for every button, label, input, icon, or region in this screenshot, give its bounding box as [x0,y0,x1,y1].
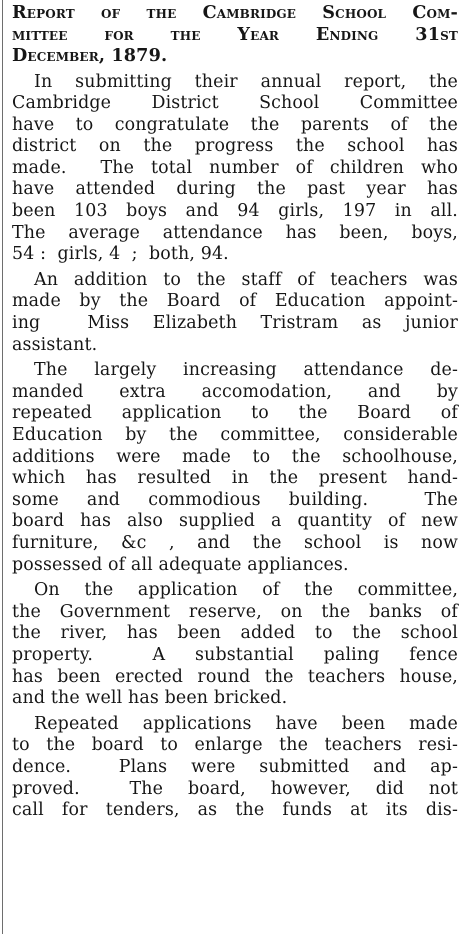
text-line: The average attendance has been, boys, [12,222,458,243]
text-line: possessed of all adequate appliances. [12,554,349,575]
text-line: call for tenders, as the funds at its dis- [12,800,458,821]
paragraph-enrolment [12,72,458,266]
text-line: dence. Plans were submitted and ap- [12,756,458,777]
text-line: manded extra accomodation, and by [12,381,458,402]
text-line: The largely increasing attendance de- [34,360,458,381]
text-line: 54 : girls, 4 ; both, 94. [12,244,229,265]
text-line: additions were made to the schoolhouse, [12,446,458,467]
text-line: to the board to enlarge the teachers resi- [12,735,458,756]
text-line: Repeated applications have been made [34,713,458,734]
text-line: which has resulted in the present hand- [12,468,458,489]
text-line: have to congratulate the parents of the [12,114,458,135]
paragraph-reserve [12,580,458,710]
heading-line: mittee for the Year Ending 31st [12,23,458,45]
text-line: board has also supplied a quantity of new [12,511,458,532]
text-line: made. The total number of children who [12,157,458,178]
text-line: proved. The board, however, did not [12,778,458,799]
text-line: Education by the committee, considerable [12,425,458,445]
text-line: On the application of the committee, [34,580,458,601]
text-line: In submitting their annual report, the [34,71,458,92]
text-line: been 103 boys and 94 girls, 197 in all. [12,201,458,222]
text-line: assistant. [12,334,98,355]
paragraph-accommodation [12,360,458,576]
text-line: An addition to the staff of teachers was [34,269,458,290]
text-line: the Government reserve, on the banks of [12,601,458,622]
text-line: and the well has been bricked. [12,688,288,709]
text-line: property. A substantial paling fence [12,644,458,665]
text-line: has been erected round the teachers house, [12,666,458,687]
text-line: repeated application to the Board of [12,403,458,424]
paragraph-staff [12,270,458,356]
heading-line: December, 1879. [12,45,168,66]
text-line: made by the Board of Education appoint- [12,291,458,312]
heading-line: Report of the Cambridge School Com- [12,2,458,23]
text-line: the river, has been added to the school [12,623,458,644]
article-heading [12,2,458,67]
text-line: district on the progress the school has [12,136,458,157]
text-line: some and commodious building. The [12,489,458,510]
text-line: furniture, &c , and the school is now [12,532,458,553]
text-line: Cambridge District School Committee [12,93,458,114]
text-line: ing Miss Elizabeth Tristram as junior [12,313,458,334]
text-line: have attended during the past year has [12,179,458,200]
paragraph-residence [12,714,458,822]
